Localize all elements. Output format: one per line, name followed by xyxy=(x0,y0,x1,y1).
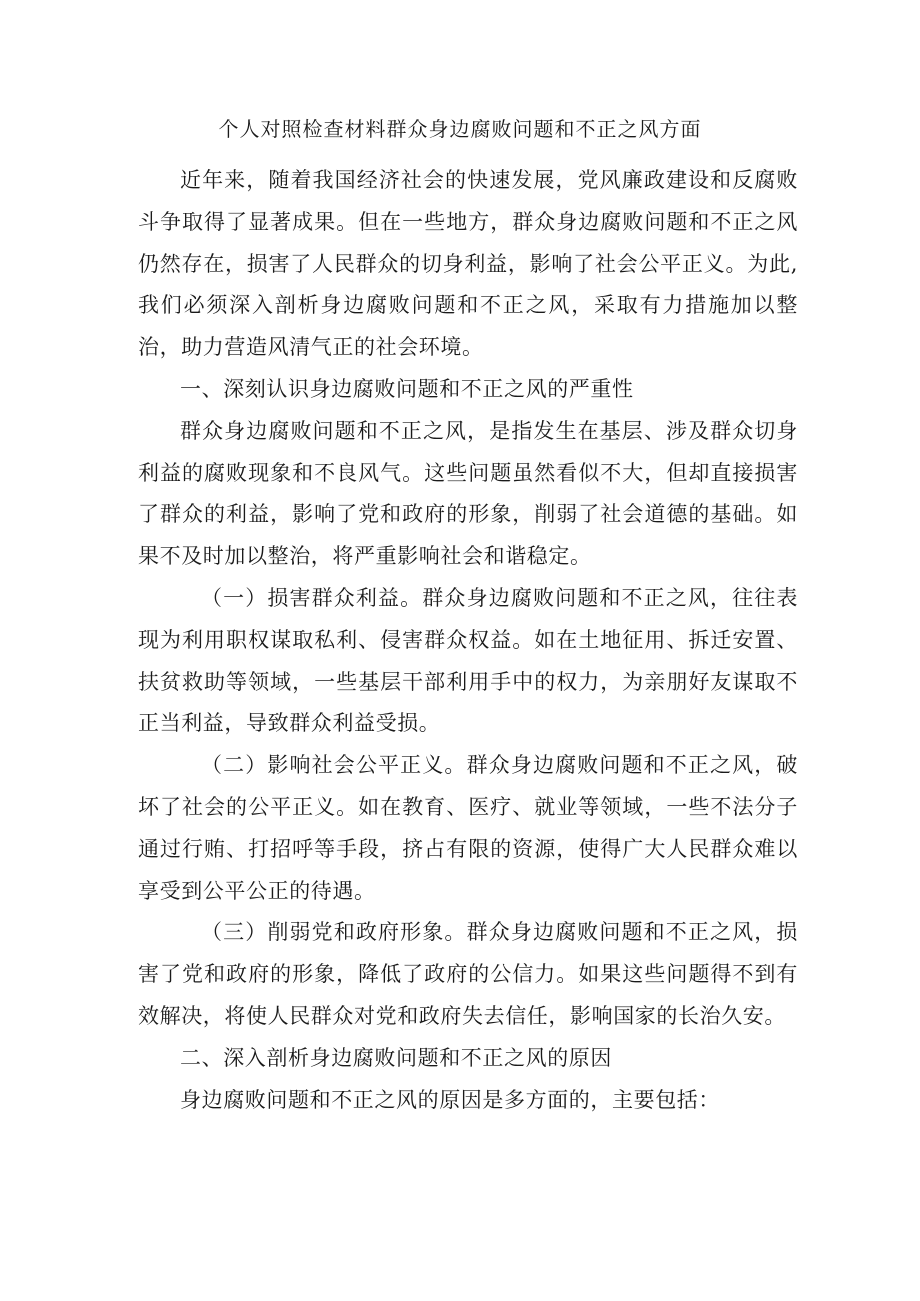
document-body xyxy=(138,160,798,1121)
section-1-paragraph: 群众身边腐败问题和不正之风，是指发生在基层、涉及群众切身利益的腐败现象和不良风气。这些问题虽然看似不大，但却直接损害了群众的利益，影响了党和政府的形象，削弱了社会道德的基础。如果不及时加以整治，将严重影响社会和谐稳定。 xyxy=(138,418,798,569)
section-1-item-1: （一）损害群众利益。群众身边腐败问题和不正之风，往往表现为利用职权谋取私利、侵害群众权益。如在土地征用、拆迁安置、扶贫救助等领域，一些基层干部利用手中的权力，为亲朋好友谋取不正当利益，导致群众利益受损。 xyxy=(138,585,798,736)
section-2-paragraph: 身边腐败问题和不正之风的原因是多方面的，主要包括： xyxy=(180,1087,720,1112)
intro-paragraph: 近年来，随着我国经济社会的快速发展，党风廉政建设和反腐败斗争取得了显著成果。但在一些地方，群众身边腐败问题和不正之风仍然存在，损害了人民群众的切身利益，影响了社会公平正义。为此,我们必须深入剖析身边腐败问题和不正之风，采取有力措施加以整治，助力营造风清气正的社会环境。 xyxy=(138,168,798,360)
document-title: 个人对照检查材料群众身边腐败问题和不正之风方面 xyxy=(218,117,702,141)
section-1-item-2: （二）影响社会公平正义。群众身边腐败问题和不正之风，破坏了社会的公平正义。如在教育、医疗、就业等领域，一些不法分子通过行贿、打招呼等手段，挤占有限的资源，使得广大人民群众难以享受到公平公正的待遇。 xyxy=(138,753,798,903)
section-2-heading: 二、深入剖析身边腐败问题和不正之风的原因 xyxy=(180,1045,612,1070)
section-1-heading: 一、深刻认识身边腐败问题和不正之风的严重性 xyxy=(180,376,634,401)
section-1-item-3: （三）削弱党和政府形象。群众身边腐败问题和不正之风，损害了党和政府的形象，降低了政府的公信力。如果这些问题得不到有效解决，将使人民群众对党和政府失去信任，影响国家的长治久安。 xyxy=(138,920,798,1028)
